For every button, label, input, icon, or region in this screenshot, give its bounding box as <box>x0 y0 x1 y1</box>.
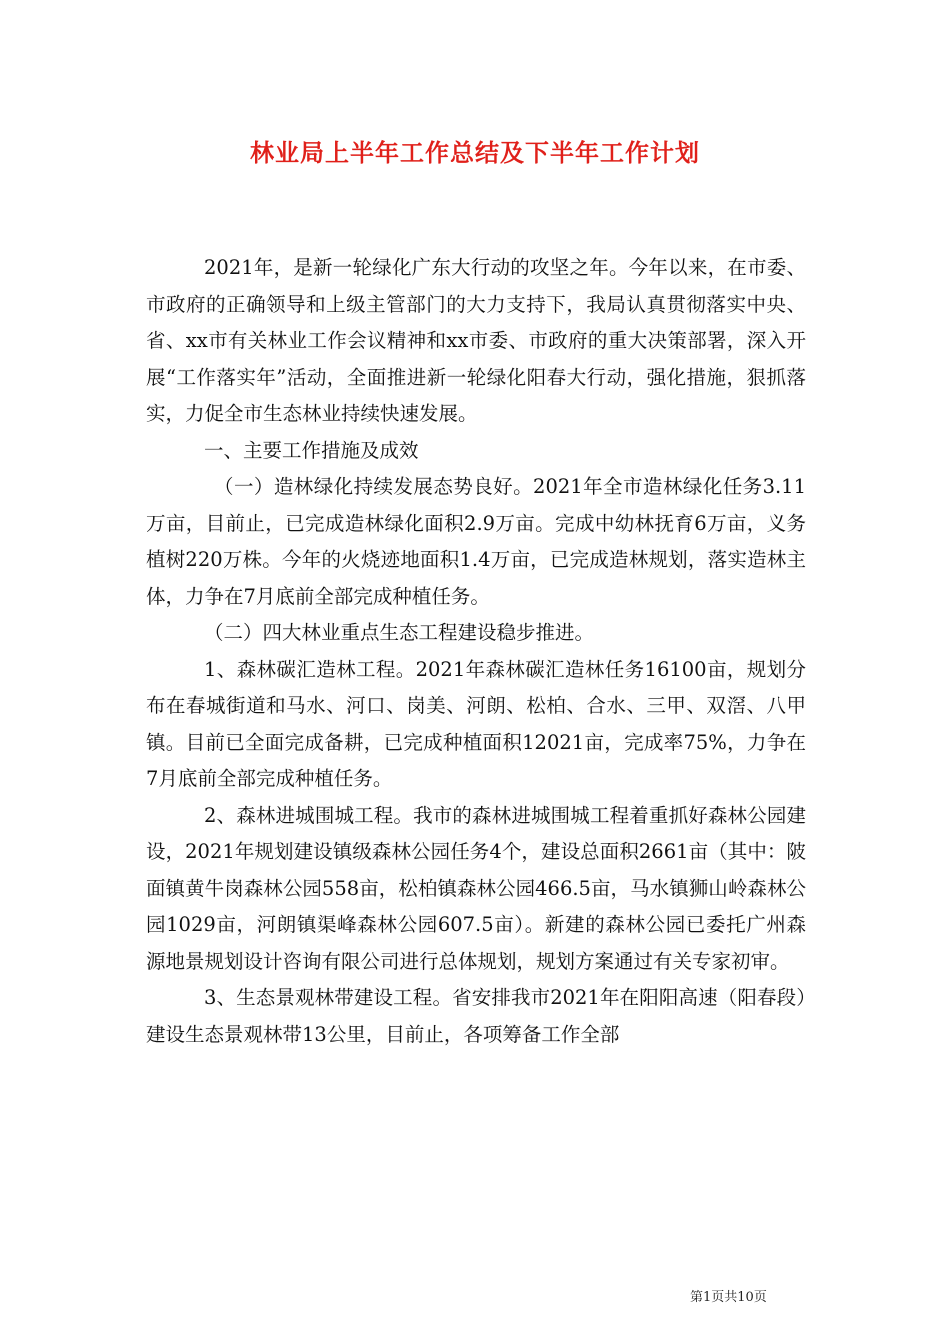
carbon-sink-project-paragraph: 1、森林碳汇造林工程。2021年森林碳汇造林任务16100亩，规划分布在春城街道和马水、河口、岗美、河朗、松柏、合水、三甲、双滘、八甲镇。目前已全面完成备耕，已完成种植面积12021亩，完成率75%，力争在7月底前全部完成种植任务。 <box>146 657 806 790</box>
section-heading-main-measures: 一、主要工作措施及成效 <box>204 438 419 462</box>
intro-paragraph: 2021年，是新一轮绿化广东大行动的攻坚之年。今年以来，在市委、市政府的正确领导和上级主管部门的大力支持下，我局认真贯彻落实中央、省、xx市有关林业工作会议精神和xx市委、市政府的重大决策部署，深入开展“工作落实年”活动，全面推进新一轮绿化阳春大行动，强化措施，狠抓落实，力促全市生态林业持续快速发展。 <box>146 256 806 425</box>
document-title: 林业局上半年工作总结及下半年工作计划 <box>250 138 700 167</box>
forest-city-project-paragraph: 2、森林进城围城工程。我市的森林进城围城工程着重抓好森林公园建设，2021年规划建设镇级森林公园任务4个，建设总面积2661亩（其中：陂面镇黄牛岗森林公园558亩，松柏镇森林公园466.5亩，马水镇狮山岭森林公园1029亩，河朗镇渠峰森林公园607.5亩）。新建的森林公园已委托广州森源地景规划设计咨询有限公司进行总体规划，规划方案通过有关专家初审。 <box>146 803 806 973</box>
subsection-key-projects-heading: （二）四大林业重点生态工程建设稳步推进。 <box>204 621 595 644</box>
page-number-footer: 第1页共10页 <box>690 1290 767 1305</box>
document-body <box>146 250 806 1053</box>
landscape-belt-project-paragraph: 3、生态景观林带建设工程。省安排我市2021年在阳阳高速（阳春段）建设生态景观林带13公里，目前止，各项筹备工作全部 <box>146 986 806 1046</box>
subsection-afforestation-paragraph: （一）造林绿化持续发展态势良好。2021年全市造林绿化任务3.11万亩，目前止，已完成造林绿化面积2.9万亩。完成中幼林抚育6万亩，义务植树220万株。今年的火烧迹地面积1.4万亩，已完成造林规划，落实造林主体，力争在7月底前全部完成种植任务。 <box>146 475 806 608</box>
